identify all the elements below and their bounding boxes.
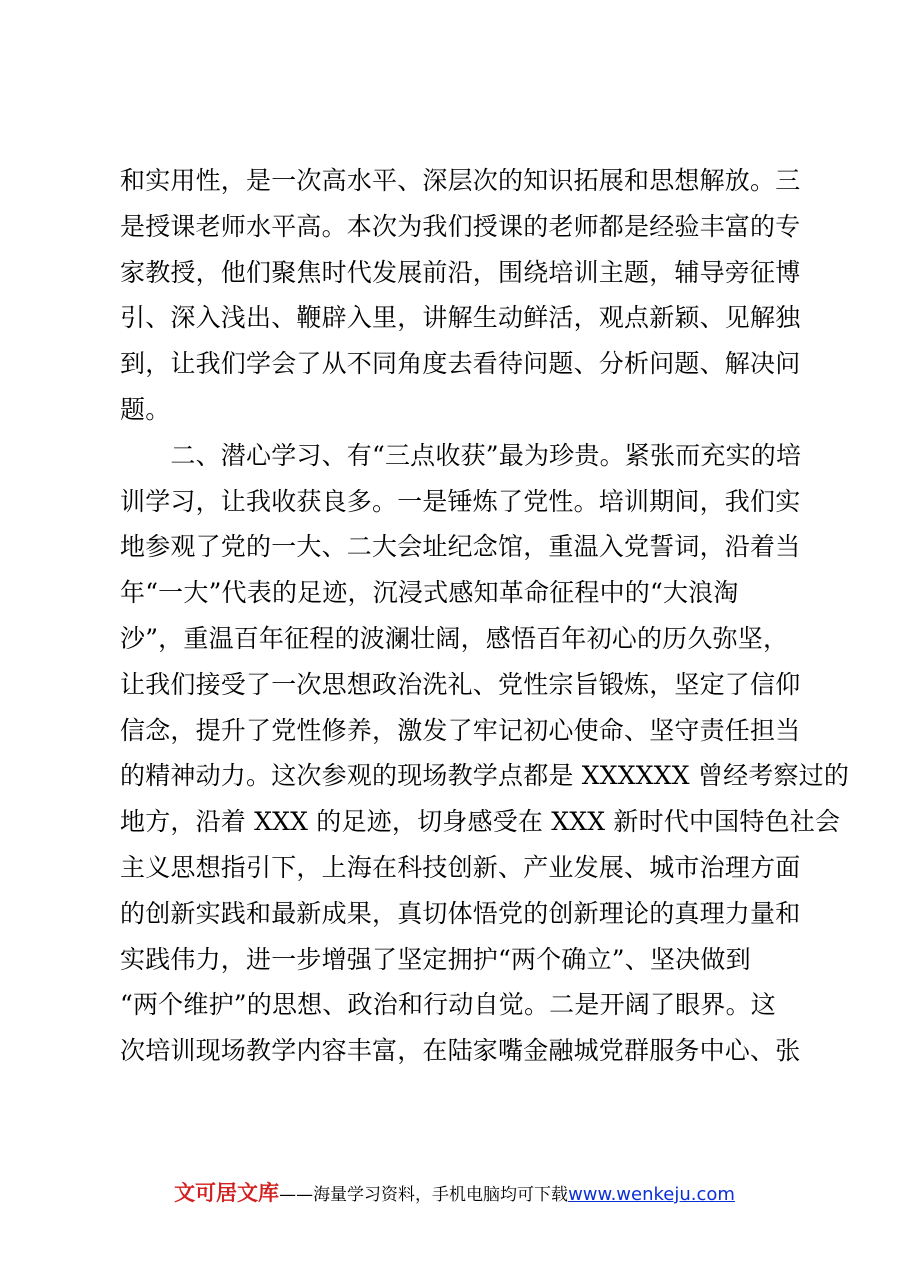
text-line: 是授课老师水平高。本次为我们授课的老师都是经验丰富的专 xyxy=(120,211,801,241)
text-line: 家教授，他们聚焦时代发展前沿，围绕培训主题，辅导旁征博 xyxy=(120,257,801,287)
text-line: 的精神动力。这次参观的现场教学点都是 XXXXXX 曾经考察过的 xyxy=(120,761,850,791)
text-line: 到，让我们学会了从不同角度去看待问题、分析问题、解决问 xyxy=(120,349,801,379)
body-text xyxy=(120,158,850,1074)
text-line: 沙”，重温百年征程的波澜壮阔，感悟百年初心的历久弥坚， xyxy=(120,623,789,653)
text-line: 信念，提升了党性修养，激发了牢记初心使命、坚守责任担当 xyxy=(120,715,801,745)
text-line: 训学习，让我收获良多。一是锤炼了党性。培训期间，我们实 xyxy=(120,486,801,516)
website-link[interactable]: www.wenkeju.com xyxy=(568,1184,735,1205)
text-line: 地参观了党的一大、二大会址纪念馆，重温入党誓词，沿着当 xyxy=(120,532,801,562)
text-line: 地方，沿着 XXX 的足迹，切身感受在 XXX 新时代中国特色社会 xyxy=(120,807,841,837)
text-line: 和实用性，是一次高水平、深层次的知识拓展和思想解放。三 xyxy=(120,166,801,195)
brand-name: 文可居文库 xyxy=(174,1181,280,1205)
text-line: 题。 xyxy=(120,394,171,424)
footer-banner xyxy=(0,1178,909,1210)
text-line: 次培训现场教学内容丰富，在陆家嘴金融城党群服务中心、张 xyxy=(120,1036,801,1066)
text-line: 引、深入浅出、鞭辟入里，讲解生动鲜活，观点新颖、见解独 xyxy=(120,303,801,333)
text-line: 的创新实践和最新成果，真切体悟党的创新理论的真理力量和 xyxy=(120,898,801,928)
text-line: 实践伟力，进一步增强了坚定拥护“两个确立”、坚决做到 xyxy=(120,944,751,974)
text-line: 主义思想指引下，上海在科技创新、产业发展、城市治理方面 xyxy=(120,852,801,882)
text-line: 年“一大”代表的足迹，沉浸式感知革命征程中的“大浪淘 xyxy=(120,578,739,608)
text-line: 二、潜心学习、有“三点收获”最为珍贵。紧张而充实的培 xyxy=(120,440,802,470)
footer-slogan: ——海量学习资料，手机电脑均可下载 xyxy=(279,1185,569,1205)
text-line: 让我们接受了一次思想政治洗礼、党性宗旨锻炼，坚定了信仰 xyxy=(120,669,801,699)
text-line: “两个维护”的思想、政治和行动自觉。二是开阔了眼界。这 xyxy=(120,990,776,1020)
